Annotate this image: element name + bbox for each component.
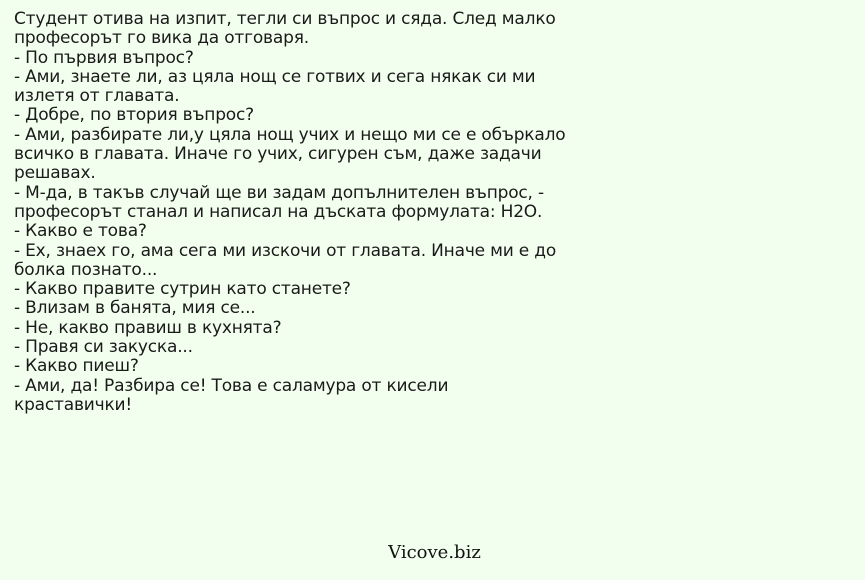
joke-line: краставички! xyxy=(14,394,132,415)
joke-line: всичко в главата. Иначе го учих, сигурен съм, даже задачи xyxy=(14,144,542,165)
joke-line: - Какво правите сутрин като станете? xyxy=(14,279,351,300)
joke-line: - Не, какво правиш в кухнята? xyxy=(14,317,282,338)
joke-line: - Правя си закуска... xyxy=(14,337,193,358)
joke-line: - Ех, знаех го, ама сега ми изскочи от главата. Иначе ми е до xyxy=(14,240,557,261)
site-name: Vicove.biz xyxy=(388,542,481,563)
joke-line: - Какво пиеш? xyxy=(14,356,139,377)
joke-line: - Добре, по втория въпрос? xyxy=(14,105,254,126)
joke-text xyxy=(14,10,854,415)
joke-line: излетя от главата. xyxy=(14,86,180,107)
joke-line: професорът го вика да отговаря. xyxy=(14,28,309,49)
joke-line: - По първия въпрос? xyxy=(14,47,194,68)
joke-line: - М-да, в такъв случай ще ви задам допълнителен въпрос, - xyxy=(14,182,544,203)
joke-line: - Ами, разбирате ли,у цяла нощ учих и нещо ми се е объркало xyxy=(14,124,566,145)
joke-line: - Какво е това? xyxy=(14,221,147,242)
joke-line: професорът станал и написал на дъската формулата: Н2О. xyxy=(14,201,543,222)
joke-line: - Ами, знаете ли, аз цяла нощ се готвих и сега някак си ми xyxy=(14,66,536,87)
joke-line: - Влизам в банята, мия се... xyxy=(14,298,256,319)
joke-line: болка познато... xyxy=(14,259,158,280)
joke-line: - Ами, да! Разбира се! Това е саламура от кисели xyxy=(14,375,449,396)
joke-line: Студент отива на изпит, тегли си въпрос и сяда. След малко xyxy=(14,9,556,29)
joke-line: решавах. xyxy=(14,163,96,184)
